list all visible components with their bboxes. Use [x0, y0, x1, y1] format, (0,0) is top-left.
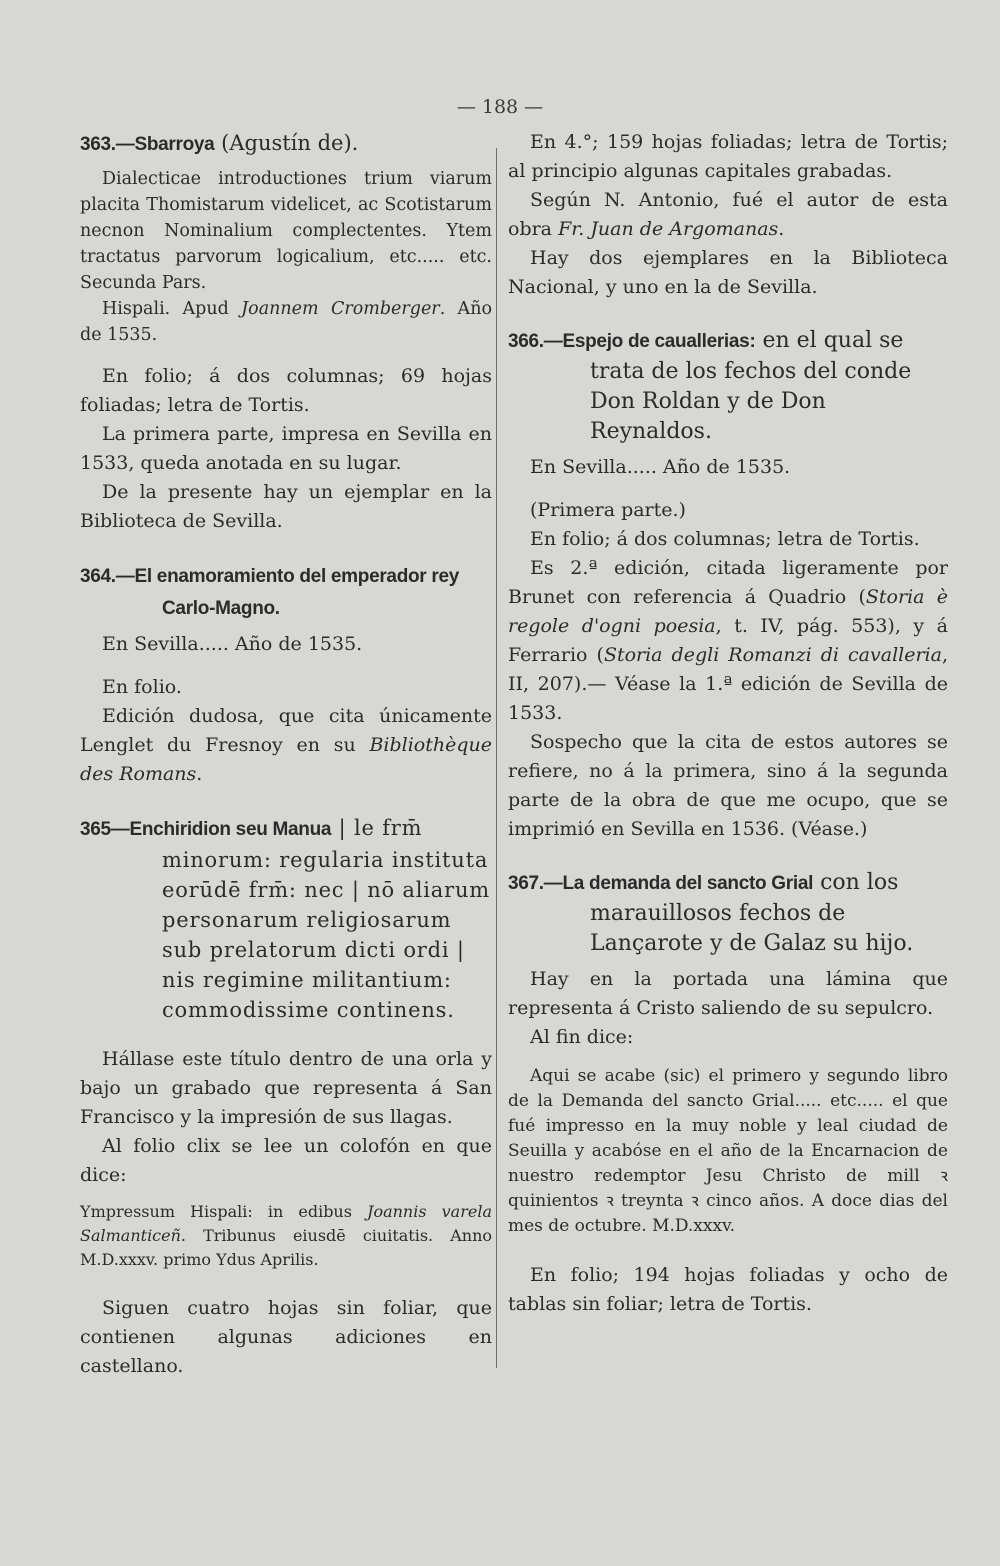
entry-paragraph: Al folio clix se lee un colofón en que dice:	[80, 1135, 492, 1186]
colophon-text: Ympressum Hispali: in edibus Joannis varela Salmanticeñ. Tribunus eiusdē ciuitatis. Anno M.D.xxxv. primo Ydus Aprilis.	[80, 1202, 492, 1269]
entry-title: | le frm̄ minorum: regularia instituta eorūdē frm̄: nec | nō aliarum personarum religiosarum sub prelatorum dicti ordi | nis regimine militantium: commodissime continens.	[162, 816, 490, 1022]
entry-paragraph: En folio; 194 hojas foliadas y ocho de tablas sin foliar; letra de Tortis.	[508, 1264, 948, 1315]
left-column	[80, 128, 492, 1405]
entry-paragraph: En folio.	[102, 676, 182, 698]
entry-paragraph: En Sevilla..... Año de 1535.	[102, 633, 363, 655]
entry-imprint: Hispali. Apud Joannem Cromberger. Año de 1535.	[80, 299, 492, 345]
entry-title: en el qual se trata de los fechos del conde Don Roldan y de Don Reynaldos.	[590, 328, 912, 444]
entry-paragraph: Siguen cuatro hojas sin foliar, que contienen algunas adiciones en castellano.	[80, 1297, 492, 1377]
entry-title: Dialecticae introductiones trium viarum placita Thomistarum videlicet, ac Scotistarum necnon Nominalium complectentes. Ytem tractatus parvorum logicalium, etc..... etc. Secunda Pars.	[80, 169, 492, 293]
entry-paragraph: Es 2.ª edición, citada ligeramente por Brunet con referencia á Quadrio (Storia è regole d'ogni poesia, t. IV, pág. 553), y á Ferrario (Storia degli Romanzi di cavalleria, II, 207).— Véase la 1.ª edición de Sevilla de 1533.	[508, 557, 948, 724]
entry-heading	[80, 128, 492, 160]
entry-365-continued	[508, 128, 948, 302]
entry-365	[80, 813, 492, 1381]
entry-366	[508, 326, 948, 844]
column-divider	[496, 148, 497, 1368]
colophon-text: Aqui se acabe (sic) el primero y segundo libro de la Demanda del sancto Grial..... etc..... el que fué impresso en la muy noble y leal ciudad de Seuilla y acabóse en el año de la Encarnacion de nuestro redemptor Jesu Christo de mill ꝛ quinientos ꝛ treynta ꝛ cinco años. A doce dias del mes de octubre. M.D.xxxv.	[508, 1066, 948, 1236]
entry-paragraph: En folio; á dos columnas; letra de Tortis.	[530, 528, 920, 550]
entry-paragraph: Según N. Antonio, fué el autor de esta obra Fr. Juan de Argomanas.	[508, 189, 948, 240]
entry-title: con los marauillosos fechos de Lançarote y de Galaz su hijo.	[590, 870, 914, 956]
entry-paragraph: Hay en la portada una lámina que representa á Cristo saliendo de su sepulcro.	[508, 968, 948, 1019]
entry-paragraph: Al fin dice:	[530, 1026, 634, 1048]
entry-heading	[80, 560, 492, 624]
entry-paragraph: (Primera parte.)	[530, 499, 686, 521]
entry-paragraph: Hállase este título dentro de una orla y bajo un grabado que representa á San Francisco y la impresión de sus llagas.	[80, 1048, 492, 1128]
right-column	[508, 128, 948, 1343]
entry-heading	[508, 868, 948, 959]
colophon-quote	[508, 1064, 948, 1239]
page-number: — 188 —	[456, 96, 544, 118]
entry-367	[508, 868, 948, 1319]
entry-heading	[80, 813, 492, 1025]
entry-paragraph: En 4.°; 159 hojas foliadas; letra de Tortis; al principio algunas capitales grabadas.	[508, 131, 948, 182]
entry-364	[80, 560, 492, 789]
entry-paragraph: La primera parte, impresa en Sevilla en 1533, queda anotada en su lugar.	[80, 423, 492, 474]
entry-number: 367.—La demanda del sancto Grial	[508, 873, 814, 894]
entry-paragraph: Sospecho que la cita de estos autores se refiere, no á la primera, sino á la segunda parte de la obra de que me ocupo, que se imprimió en Sevilla en 1536. (Véase.)	[508, 731, 948, 840]
entry-author: (Agustín de).	[214, 131, 359, 155]
entry-title-block	[80, 166, 492, 348]
entry-number: 364.—El enamoramiento del emperador rey Carlo-Magno.	[80, 566, 460, 619]
entry-paragraph: De la presente hay un ejemplar en la Biblioteca de Sevilla.	[80, 481, 492, 532]
entry-paragraph: Hay dos ejemplares en la Biblioteca Nacional, y uno en la de Sevilla.	[508, 247, 948, 298]
entry-number: 366.—Espejo de cauallerias:	[508, 331, 756, 352]
colophon-quote	[80, 1200, 492, 1272]
entry-363	[80, 128, 492, 536]
entry-number: 365—Enchiridion seu Manua	[80, 819, 332, 840]
entry-number: 363.—Sbarroya	[80, 134, 215, 155]
entry-heading	[508, 326, 948, 447]
entry-paragraph: En folio; á dos columnas; 69 hojas foliadas; letra de Tortis.	[80, 365, 492, 416]
entry-paragraph: Edición dudosa, que cita únicamente Lenglet du Fresnoy en su Bibliothèque des Romans.	[80, 705, 492, 785]
entry-paragraph: En Sevilla..... Año de 1535.	[530, 456, 791, 478]
